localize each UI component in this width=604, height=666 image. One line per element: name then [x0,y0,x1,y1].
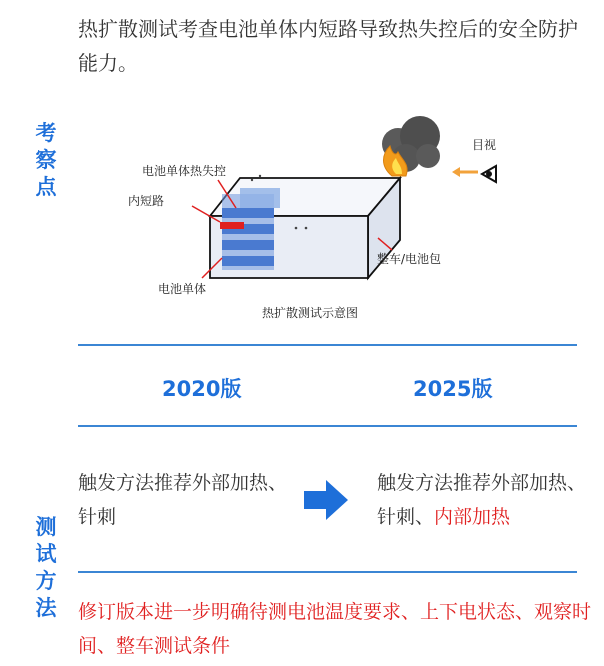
divider-top [78,344,577,346]
label-cell-runaway: 电池单体热失控 [142,164,227,178]
eye-icon [482,166,496,182]
version-2020: 2020版 [162,377,242,401]
right-arrow-icon [304,478,350,526]
divider-middle [78,425,577,427]
intro-text: 热扩散测试考查电池单体内短路导致热失控后的安全防护能力。 [78,17,578,75]
section-label-method [31,514,61,622]
method-2020-text: 触发方法推荐外部加热、针刺 [78,472,288,528]
method-2025-highlight: 内部加热 [434,506,511,528]
label-short-circuit: 内短路 [128,194,165,208]
section-label-char: 察 [35,148,57,172]
diagram-caption: 热扩散测试示意图 [262,306,359,320]
revision-note: 修订版本进一步明确待测电池温度要求、上下电状态、观察时间、整车测试条件 [78,601,592,657]
section-label-char: 试 [35,542,57,566]
short-circuit-mark [220,222,244,229]
label-vehicle-pack: 整车/电池包 [377,252,442,266]
method-2025-text [377,466,589,534]
section-label-char: 方 [35,569,57,593]
label-battery-cell: 电池单体 [158,282,207,296]
section-label-exam [31,120,61,201]
label-visual-inspection: 目视 [472,138,497,152]
thermal-diffusion-diagram [100,108,580,338]
version-2025: 2025版 [413,377,493,401]
section-label-char: 考 [35,121,57,145]
section-label-char: 法 [35,596,57,620]
section-label-char: 测 [35,515,57,539]
divider-bottom [78,571,577,573]
method-2025-prefix: 触发方法推荐外部加热、针刺、 [377,472,587,528]
observe-arrow-icon [452,167,478,177]
section-label-char: 点 [35,175,57,199]
